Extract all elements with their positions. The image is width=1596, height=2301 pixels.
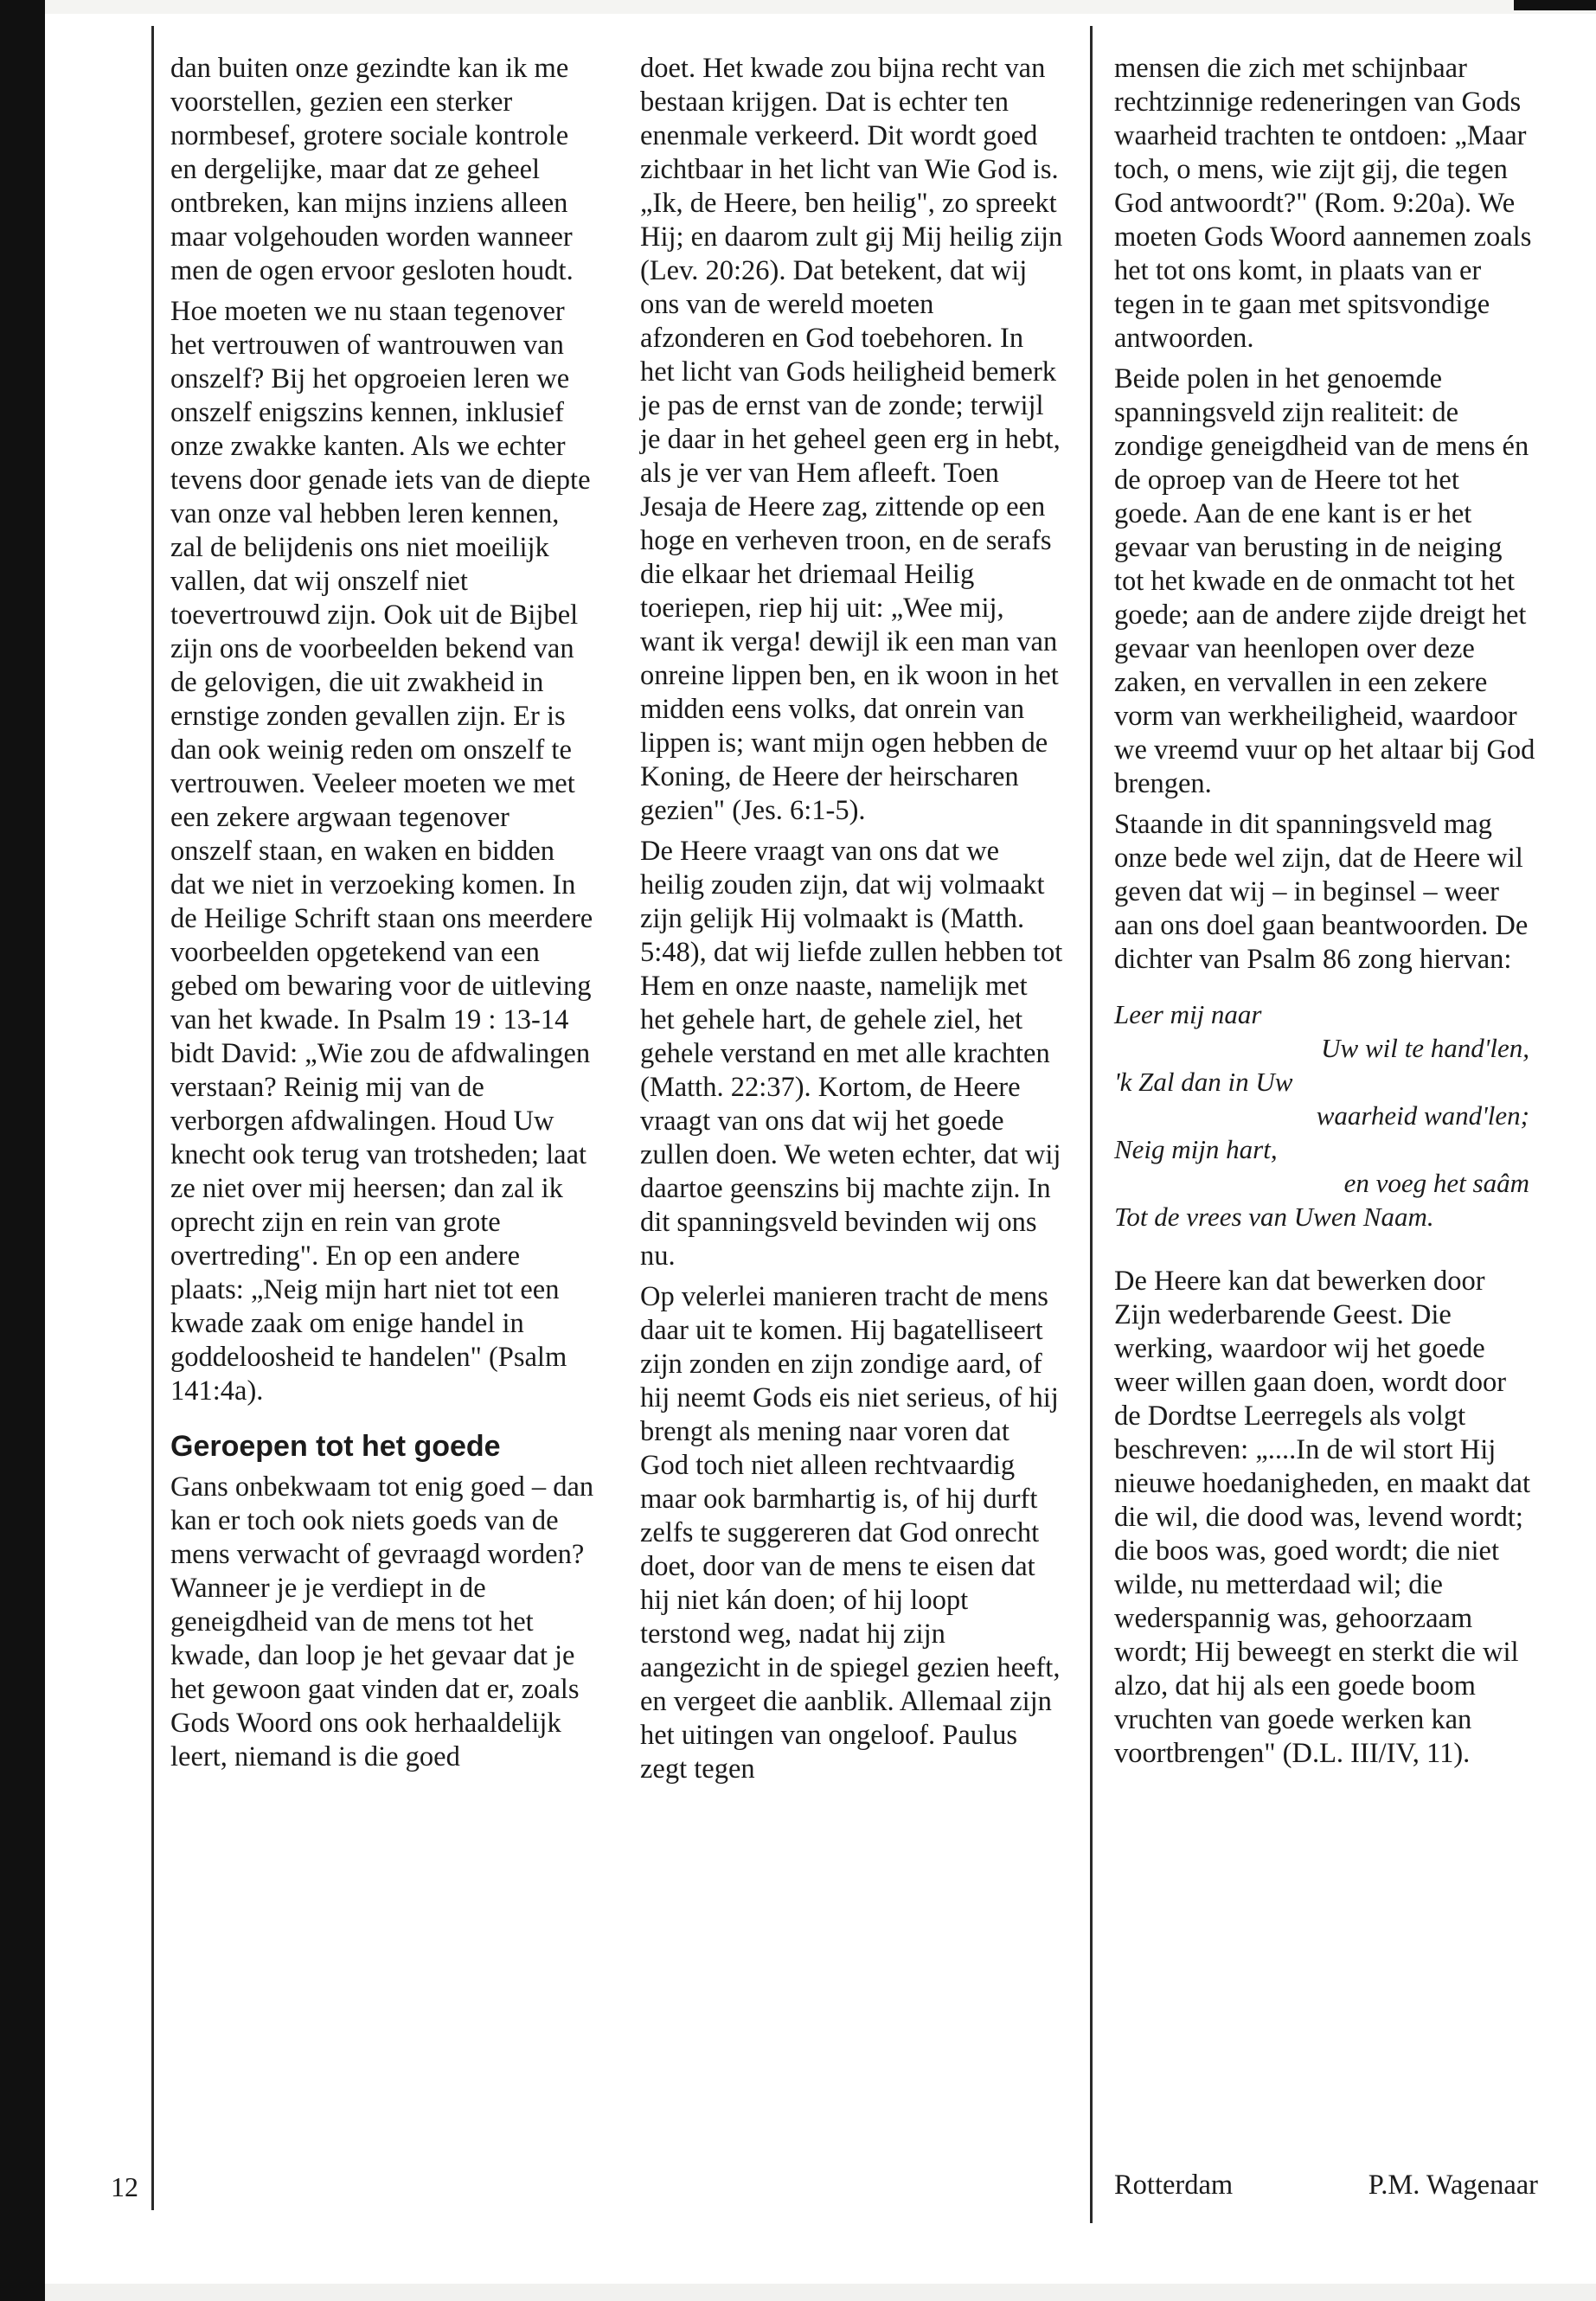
column-rule-left	[151, 26, 154, 2210]
paragraph: Hoe moeten we nu staan tegenover het vertrouwen of wantrouwen van onszelf? Bij het opgroeien leren we onszelf enigszins kennen, inklusief onze zwakke kanten. Als we echter tevens door genade iets van de diepte van onze val hebben leren kennen, zal de belijdenis ons niet moeilijk vallen, dat wij onszelf niet toevertrouwd zijn. Ook uit de Bijbel zijn ons de voorbeelden bekend van de gelovigen, die uit zwakheid in ernstige zonden gevallen zijn. Er is dan ook weinig reden om onszelf te vertrouwen. Veeleer moeten we met een zekere argwaan tegenover onszelf staan, en waken en bidden dat we niet in verzoeking komen. In de Heilige Schrift staan ons meerdere voorbeelden opgetekend van een gebed om bewaring voor de uitleving van het kwade. In Psalm 19 : 13-14 bidt David: „Wie zou de afdwalingen verstaan? Reinig mij van de verborgen afdwalingen. Houd Uw knecht ook terug van trotsheden; laat ze niet over mij heersen; dan zal ik oprecht zijn en rein van grote overtreding". En op een andere plaats: „Neig mijn hart niet tot een kwade zaak om enige handel in goddeloosheid te handelen" (Psalm 141:4a).	[170, 296, 593, 1407]
paragraph: Staande in dit spanningsveld mag onze bede wel zijn, dat de Heere wil geven dat wij – in beginsel – weer aan ons doel gaan beantwoorden. De dichter van Psalm 86 zong hiervan:	[1114, 809, 1529, 975]
scan-border-top-right	[1514, 0, 1596, 10]
page-number: 12	[111, 2171, 138, 2202]
paragraph: De Heere kan dat bewerken door Zijn wederbarende Geest. Die werking, waardoor wij het goede weer willen gaan doen, wordt door de Dordtse Leerregels als volgt beschreven: „....In de wil stort Hij nieuwe hoedanigheden, en maakt dat die wil, die dood was, levend wordt; die boos was, goed wordt; die niet wilde, nu metterdaad wil; die wederspannig was, gehoorzaam wordt; Hij beweegt en sterkt die wil alzo, dat hij als een goede boom vruchten van goede werken kan voortbrengen" (D.L. III/IV, 11).	[1114, 1266, 1530, 1769]
scan-border-left	[0, 0, 45, 2301]
signature-author: P.M. Wagenaar	[1368, 2170, 1538, 2201]
paragraph: mensen die zich met schijnbaar rechtzinnige redeneringen van Gods waarheid trachten te ontdoen: „Maar toch, o mens, wie zijt gij, die tegen God antwoordt?" (Rom. 9:20a). We moeten Gods Woord aannemen zoals het tot ons komt, in plaats van er tegen in te gaan met spitsvondige antwoorden.	[1114, 53, 1532, 354]
paragraph: doet. Het kwade zou bijna recht van bestaan krijgen. Dat is echter ten enenmale verkeerd. Dit wordt goed zichtbaar in het licht van Wie God is. „Ik, de Heere, ben heilig", zo spreekt Hij; en daarom zult gij Mij heilig zijn (Lev. 20:26). Dat betekent, dat wij ons van de wereld moeten afzonderen en God toebehoren. In het licht van Gods heiligheid bemerk je pas de ernst van de zonde; terwijl je daar in het geheel geen erg in hebt, als je ver van Hem afleeft. Toen Jesaja de Heere zag, zittende op een hoge en verheven troon, en de serafs die elkaar het driemaal Heilig toeriepen, riep hij uit: „Wee mij, want ik verga! dewijl ik een man van onreine lippen ben, en ik woon in het midden eens volks, dat onrein van lippen is; want mijn ogen hebben de Koning, de Heere der heirscharen gezien" (Jes. 6:1-5).	[640, 53, 1063, 826]
poem-line: Uw wil te hand'len,	[1321, 1033, 1529, 1063]
text-column-2	[640, 52, 1064, 1786]
poem-line: Tot de vrees van Uwen Naam.	[1114, 1202, 1434, 1232]
paragraph: Op velerlei manieren tracht de mens daar uit te komen. Hij bagatelliseert zijn zonden en zijn zondige aard, of hij neemt Gods eis niet serieus, of hij brengt als mening naar voren dat God toch niet alleen rechtvaardig maar ook barmhartig is, of hij durft zelfs te suggereren dat God onrecht doet, door van de mens te eisen dat hij niet kán doen; of hij loopt terstond weg, nadat hij zijn aangezicht in de spiegel gezien heeft, en vergeet die aanblik. Allemaal zijn het uitingen van ongeloof. Paulus zegt tegen	[640, 1281, 1061, 1785]
poem-line: Leer mij naar	[1114, 999, 1262, 1029]
poem-line: waarheid wand'len;	[1316, 1100, 1529, 1131]
paragraph: De Heere vraagt van ons dat we heilig zouden zijn, dat wij volmaakt zijn gelijk Hij volmaakt is (Matth. 5:48), dat wij liefde zullen hebben tot Hem en onze naaste, namelijk met het gehele hart, de gehele ziel, het gehele verstand en met alle krachten (Matth. 22:37). Kortom, de Heere vraagt van ons dat wij het goede zullen doen. We weten echter, dat wij daartoe geenszins bij machte zijn. In dit spanningsveld bevinden wij ons nu.	[640, 836, 1063, 1272]
poem-line: 'k Zal dan in Uw	[1114, 1067, 1293, 1097]
paragraph: Beide polen in het genoemde spanningsveld zijn realiteit: de zondige geneigdheid van de mens én de oproep van de Heere tot het goede. Aan de ene kant is er het gevaar van berusting in de neiging tot het kwade en de onmacht tot het goede; aan de andere zijde dreigt het gevaar van heenlopen over deze zaken, en vervallen in een zekere vorm van werkheiligheid, waardoor we vreemd vuur op het altaar bij God brengen.	[1114, 363, 1535, 799]
poem-line: Neig mijn hart,	[1114, 1134, 1278, 1164]
text-column-1	[170, 52, 594, 1774]
scan-border-bottom	[45, 2284, 1596, 2301]
paragraph: dan buiten onze gezindte kan ik me voorstellen, gezien een sterker normbesef, grotere sociale kontrole en dergelijke, maar dat ze geheel ontbreken, kan mijns inziens alleen maar volgehouden worden wanneer men de ogen ervoor gesloten houdt.	[170, 53, 574, 286]
text-column-3	[1114, 52, 1538, 1771]
paragraph: Gans onbekwaam tot enig goed – dan kan er toch ook niets goeds van de mens verwacht of gevraagd worden? Wanneer je je verdiept in de geneigdheid van de mens tot het kwade, dan loop je het gevaar dat je het gewoon gaat vinden dat er, zoals Gods Woord ons ook herhaaldelijk leert, niemand is die goed	[170, 1471, 594, 1772]
column-rule-right	[1090, 26, 1093, 2223]
section-heading: Geroepen tot het goede	[170, 1430, 501, 1463]
signature-place: Rotterdam	[1114, 2170, 1234, 2201]
poem-line: en voeg het saâm	[1343, 1168, 1529, 1198]
scan-border-top	[45, 0, 1596, 14]
signature	[1114, 2170, 1538, 2202]
psalm-quote	[1114, 997, 1538, 1234]
